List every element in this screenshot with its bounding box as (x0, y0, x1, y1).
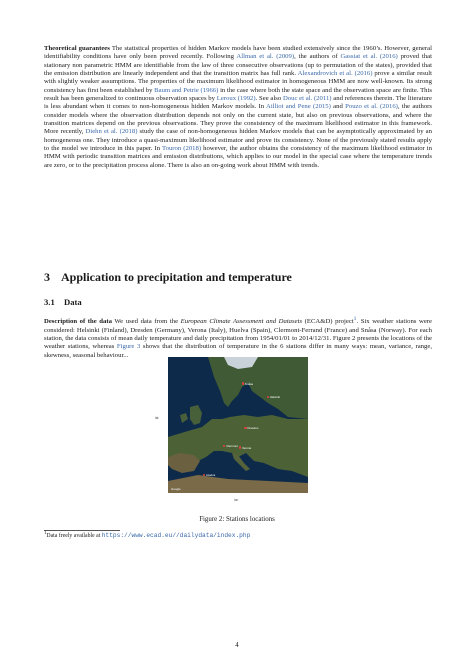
station-label: Helsinki (269, 395, 280, 400)
map-axis-x-label: lon (234, 498, 239, 502)
citation-link[interactable]: Baum and Petrie (1966) (154, 86, 219, 94)
footnote-url-link[interactable]: https://www.ecad.eu//dailydata/index.php (101, 531, 251, 539)
subsection-heading (44, 297, 82, 307)
page-number: 4 (235, 642, 239, 649)
station-label: Verona (242, 445, 252, 450)
citation-link[interactable]: Douc et al. (2011) (282, 95, 332, 103)
subsection-number: 3.1 (44, 297, 55, 307)
station-marker (239, 446, 242, 449)
text-run: (ECA&D) project (302, 318, 354, 326)
footnote-text: Data freely available at (46, 532, 102, 539)
footnote (44, 531, 432, 539)
station-label: Clermont (226, 444, 238, 449)
text-run: and (330, 103, 346, 111)
text-run: . Six weather stations were considered: Helsinki (Finland), Dresden (Germany), Verona (Italy), Huelva (Spain), Clermont-Ferrand (France) and Snåsa (Norway). For each station, the data consists of mean daily temperature and daily precipitation from 1954/01/01 to 2014/12/31. Figure 2 presents the locations of the weather stations, whereas (44, 318, 432, 351)
citation-link[interactable]: Touron (2018) (161, 145, 202, 153)
footnote-marker: 1 (44, 531, 47, 536)
text-run: however, the author obtains the consistency of the maximum likelihood estimator in HMM with periodic transition matrices and emission distributions, which applies to our model in the special case where the temperature trends are zero, or to the precipitation process alone. There is also an on-going work about HMM with trends. (44, 145, 433, 169)
map-attribution: Google (171, 487, 181, 491)
satellite-map (168, 357, 308, 493)
text-run: . See also (255, 95, 283, 103)
citation-link[interactable]: Ailliot and Pene (2015) (266, 103, 331, 111)
station-label: Dresden (247, 426, 259, 431)
map-background (168, 357, 308, 493)
paragraph-heading: Theoretical guarantees (44, 45, 110, 52)
text-run: , the authors consider models where the observation distribution depends not only on the current state, but also on previous observations, and where the transition matrices depend on the previous observations. They prove the consistency of the maximum likelihood estimator in this framework. More recently, (44, 103, 433, 136)
section-heading (44, 270, 292, 285)
citation-link[interactable]: Pouzo et al. (2016) (345, 103, 398, 111)
citation-link[interactable]: Gassiat et al. (2016) (340, 53, 398, 61)
text-run: , the authors of (294, 53, 341, 61)
text-run: prove a similar result with slightly weaker assumptions. The properties of the maximum likelihood estimator in homogeneous HMM are now well-known. Its strong consistency has first been established by (44, 70, 432, 94)
text-run: We used data from the (111, 318, 181, 326)
text-run: and references therein. The literature is less abundant when it comes to non-homogeneous hidden Markov models. In (44, 95, 433, 111)
map-axis-y-label: lat (155, 416, 159, 420)
text-run: study the case of non-homogeneous hidden Markov models that can be asymptotically approximated by an homogeneous one. They introduce a quasi-maximum likelihood estimator and prove its consistency. None of the previously stated results apply to the model we introduce in this paper. In (44, 128, 432, 153)
citation-link[interactable]: Allman et al. (2009) (236, 53, 295, 61)
citation-link[interactable]: Diehn et al. (2018) (85, 128, 138, 136)
figure-caption: Figure 2: Stations locations (199, 516, 275, 523)
theoretical-guarantees-paragraph (44, 45, 432, 170)
stations-map-figure (155, 354, 313, 509)
footnote-marker-link[interactable]: 1 (353, 316, 357, 322)
station-label: Huelva (206, 473, 216, 478)
subsection-title: Data (64, 297, 82, 307)
text-run: The statistical properties of hidden Markov models have been studied extensively since the 1960’s. However, general identifiability conditions have only been proved recently. Following (44, 45, 432, 61)
figure-reference-link[interactable]: Figure 3 (116, 343, 141, 351)
section-title: Application to precipitation and temperature (61, 270, 292, 284)
citation-link[interactable]: Leroux (1992) (216, 95, 256, 103)
station-label: Snåsa (244, 381, 253, 386)
station-marker (242, 382, 245, 385)
section-number: 3 (44, 270, 50, 284)
citation-link[interactable]: Alexandrovich et al. (2016) (297, 70, 373, 78)
text-run: shows that the distribution of temperature in the 6 stations differ in many ways: mean, variance, range, skewness, seasonal behaviour... (44, 343, 432, 359)
text-run: proved that stationary non parametric HMM are identifiable from the law of three consecutive observations (up to permutation of the states), provided that the emission distribution are linearly independent and that the transition matrix has full rank. (44, 53, 432, 78)
project-name: European Climate Assessment and Datasets (180, 318, 303, 326)
text-run: in the case where both the state space and the observation space are finite. This result has been generalized to continuous observation spaces by (44, 86, 432, 103)
paragraph-heading: Description of the data (44, 318, 112, 326)
